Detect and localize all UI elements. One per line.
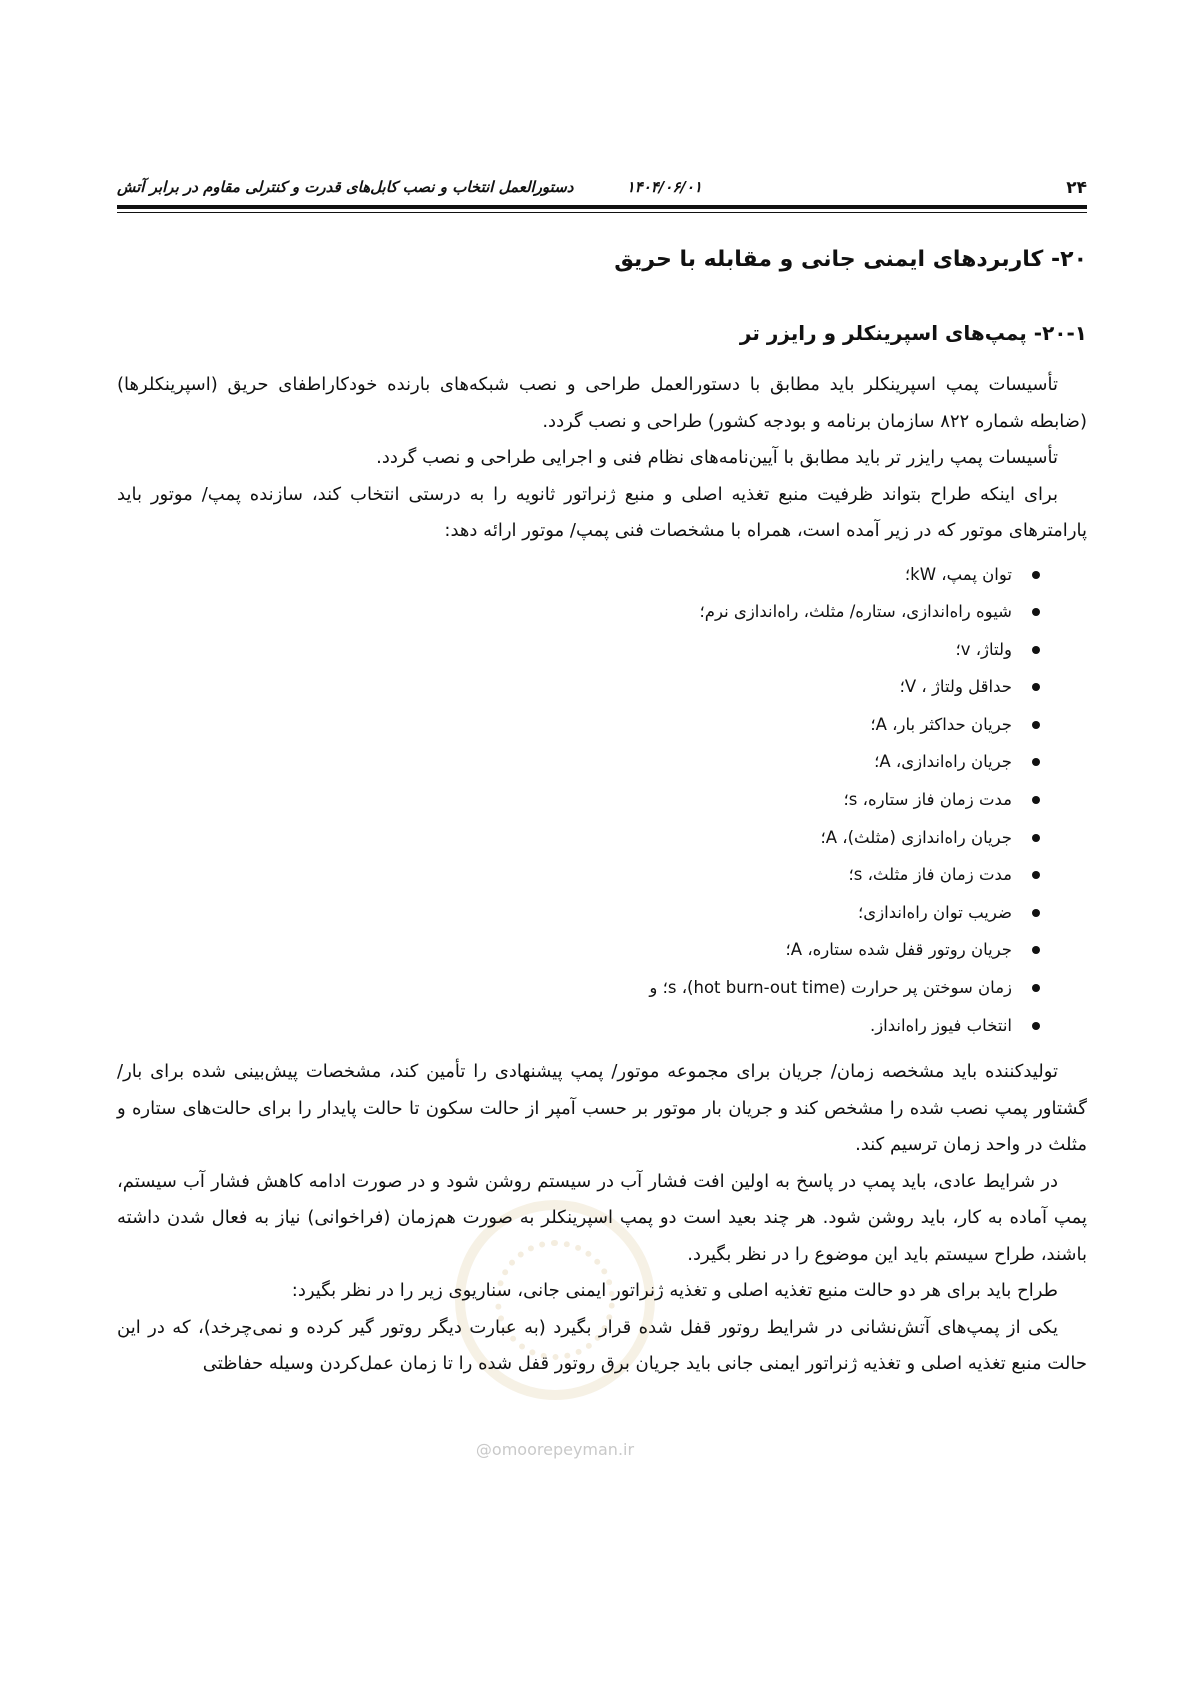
bullet-icon: [1032, 984, 1040, 992]
bullet-icon: [1032, 946, 1040, 954]
bullet-icon: [1032, 608, 1040, 616]
list-item-text: ضریب توان راه‌اندازی؛: [858, 902, 1012, 922]
paragraph: یکی از پمپ‌های آتش‌نشانی در شرایط روتور قفل شده قرار بگیرد (به عبارت دیگر روتور گیر کرده و نمی‌چرخد)، که در این حالت منبع تغذیه اصلی و تغذیه ژنراتور ایمنی جانی باید جریان برق روتور قفل شده را تا زمان عمل‌کردن وسیله حفاظتی: [117, 1316, 1087, 1375]
list-item: [117, 856, 1040, 894]
list-item-text: شیوه راه‌اندازی، ستاره/ مثلث، راه‌اندازی نرم؛: [699, 602, 1012, 622]
list-item-text: ولتاژ، v؛: [955, 639, 1012, 659]
list-item: [117, 706, 1040, 744]
bullet-icon: [1032, 871, 1040, 879]
list-item-text: جریان روتور قفل شده ستاره، A؛: [785, 940, 1012, 960]
list-item-text: مدت زمان فاز ستاره، s؛: [843, 790, 1012, 810]
bullet-icon: [1032, 683, 1040, 691]
list-item: [117, 931, 1040, 969]
list-item: [117, 969, 1040, 1007]
list-item-text: مدت زمان فاز مثلث، s؛: [848, 865, 1012, 885]
header-rule-thin: [117, 212, 1087, 213]
bullet-icon: [1032, 1022, 1040, 1030]
paragraph: طراح باید برای هر دو حالت منبع تغذیه اصلی و تغذیه ژنراتور ایمنی جانی، سناریوی زیر را در نظر بگیرد:: [291, 1280, 1058, 1302]
list-item: [117, 743, 1040, 781]
list-item: [117, 556, 1040, 594]
page-number: ۲۴: [1066, 178, 1087, 198]
list-item-text: جریان راه‌اندازی، A؛: [874, 752, 1012, 772]
list-item-text: جریان راه‌اندازی (مثلث)، A؛: [820, 827, 1012, 847]
list-item-text: زمان سوختن پر حرارت (hot burn-out time)، s؛ و: [649, 978, 1012, 998]
header-title: دستورالعمل انتخاب و نصب کابل‌های قدرت و کنترلی مقاوم در برابر آتش: [117, 178, 574, 196]
paragraph: تأسیسات پمپ رایزر تر باید مطابق با آیین‌نامه‌های نظام فنی و اجرایی طراحی و نصب گردد.: [376, 447, 1058, 468]
list-item-text: جریان حداکثر بار، A؛: [870, 714, 1012, 734]
list-item: [117, 781, 1040, 819]
list-item: [117, 1007, 1040, 1045]
list-item: [117, 593, 1040, 631]
bullet-icon: [1032, 721, 1040, 729]
header-date: ۱۴۰۴/۰۶/۰۱: [626, 178, 702, 196]
list-item: [117, 819, 1040, 857]
bullet-icon: [1032, 758, 1040, 766]
list-item-text: توان پمپ، kW؛: [904, 564, 1012, 584]
paragraph: برای اینکه طراح بتواند ظرفیت منبع تغذیه اصلی و منبع ژنراتور ثانویه را به درستی انتخاب کند، سازنده پمپ/ موتور باید پارامترهای موتور که در زیر آمده است، همراه با مشخصات فنی پمپ/ موتور ارائه دهد:: [117, 483, 1087, 541]
bullet-icon: [1032, 834, 1040, 842]
list-item-text: حداقل ولتاژ ، V؛: [899, 677, 1012, 697]
subsection-title: ۲۰-۱- پمپ‌های اسپرینکلر و رایزر تر: [739, 321, 1087, 345]
watermark-text: @omoorepeyman.ir: [475, 1440, 635, 1459]
list-item: [117, 631, 1040, 669]
paragraph: تأسیسات پمپ اسپرینکلر باید مطابق با دستورالعمل طراحی و نصب شبکه‌های بارنده خودکاراطفای حریق (اسپرینکلرها) (ضابطه شماره ۸۲۲ سازمان برنامه و بودجه کشور) طراحی و نصب گردد.: [117, 374, 1087, 432]
section-title: ۲۰- کاربردهای ایمنی جانی و مقابله با حریق: [614, 247, 1087, 272]
list-item: [117, 894, 1040, 932]
bullet-icon: [1032, 646, 1040, 654]
bullet-icon: [1032, 796, 1040, 804]
paragraph: تولیدکننده باید مشخصه زمان/ جریان برای مجموعه موتور/ پمپ پیشنهادی را تأمین کند، مشخصات پیش‌بینی شده برای بار/ گشتاور پمپ نصب شده را مشخص کند و جریان بار موتور بر حسب آمپر از حالت سکون تا حالت پایدار را برای حالت‌های ستاره و مثلث در واحد زمان ترسیم کند.: [117, 1061, 1087, 1156]
page-header: [117, 178, 1087, 202]
bullet-list: [117, 556, 1087, 1045]
paragraph: در شرایط عادی، باید پمپ در پاسخ به اولین افت فشار آب در سیستم روشن شود و در صورت ادامه کاهش فشار آب سیستم، پمپ آماده به کار، باید روشن شود. هر چند بعید است دو پمپ اسپرینکلر به صورت هم‌زمان (فراخوانی) نیاز به فعال شدن داشته باشند، طراح سیستم باید این موضوع را در نظر بگیرد.: [117, 1170, 1087, 1265]
bullet-icon: [1032, 909, 1040, 917]
bullet-icon: [1032, 571, 1040, 579]
header-rule-thick: [117, 205, 1087, 209]
list-item: [117, 668, 1040, 706]
list-item-text: انتخاب فیوز راه‌انداز.: [869, 1015, 1012, 1035]
page-content: [117, 245, 1087, 1383]
